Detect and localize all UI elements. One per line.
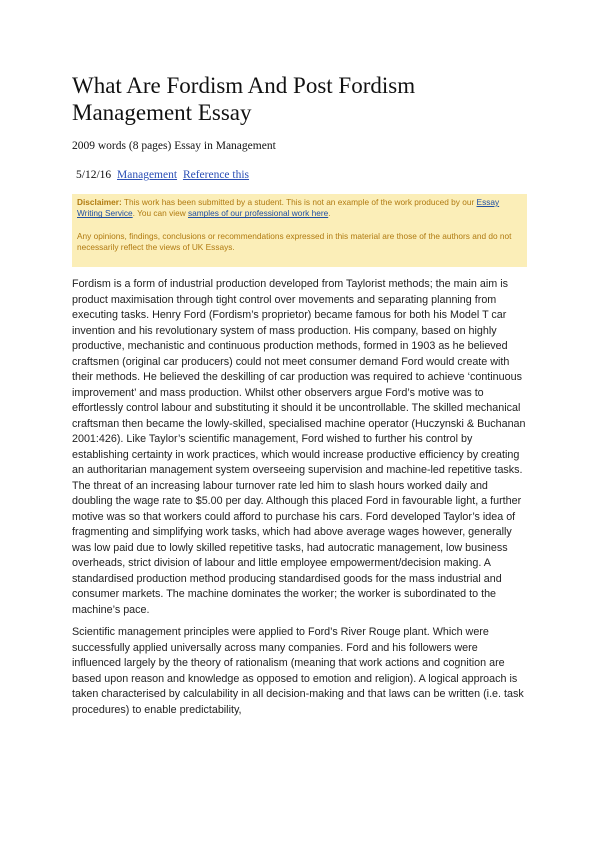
disclaimer-text-part: . You can view [132,208,188,219]
essay-body [72,277,527,725]
essay-writing-service-link[interactable]: Essay Writing Service [77,197,500,219]
disclaimer-text-part: This work has been submitted by a student. This is not an example of the work produced by our [121,197,477,207]
disclaimer-box [72,194,527,267]
meta-links [76,169,249,181]
samples-link[interactable]: samples of our professional work here [188,208,329,219]
essay-meta: 2009 words (8 pages) Essay in Management [72,140,276,152]
disclaimer-text [77,197,522,220]
page-title: What Are Fordism And Post Fordism Management Essay [72,73,416,125]
reference-link[interactable]: Reference this [182,169,250,181]
essay-paragraph-2: Scientific management principles were applied to Ford’s River Rouge plant. Which were successfully applied universally across many companies. Ford and his followers were influenced largely by the theory of rationalism (meaning that work actions and cognition are based upon reason and knowledge as opposed to emotion and religion). A logical approach is taken characterised by calculability in all decision-making and that laws can be written (i.e. task procedures) to enable predictability, [72,626,524,716]
disclaimer-text-part: . [328,208,331,219]
publish-date: 5/12/16 [76,169,112,181]
category-link[interactable]: Management [117,169,178,181]
disclaimer-label: Disclaimer: [77,197,122,207]
disclaimer-opinions: Any opinions, findings, conclusions or recommendations expressed in this material are those of the authors and do not necessarily reflect the views of UK Essays. [77,230,512,253]
essay-paragraph-1: Fordism is a form of industrial production developed from Taylorist methods; the main aim is product maximisation through tight control over movements and separating planning from executing tasks. Henry Ford (Fordism’s proprietor) became famous for both his Model T car invention and his revolutionary system of mass production. His company, based on highly productive, mechanistic and continuous production methods, formed in 1903 as he believed craftsmen (original car producers) could not meet consumer demand Ford would create with their methods. He believed the deskilling of car production was required to achieve ‘continuous improvement’ and mass production. Whilst other observers argue Ford’s motive was to effortlessly control labour and substituting it should it be uncontrollable. The skilled mechanical craftsman then became the lowly-skilled, specialised machine operator (Huczynski & Buchanan 2001:426). Like Taylor’s scientific management, Ford wished to further his control by establishing certainty in work practices, which would increase productive efficiency by creating an authoritarian management system overseeing supervision and machine-led repetitive tasks. The threat of an increasing labour turnover rate led him to slash hours worked daily and doubling the wage rate to $5.00 per day. Although this placed Ford in favourable light, a further motive was so that workers could afford to purchase his cars. Ford developed Taylor’s idea of fragmenting and simplifying work tasks, which had above average wages however, generally was low paid due to lowly skilled repetitive tasks, had autocratic management, low business overheads, strict division of labour and little employee empowerment/decision making. A standardised production method producing standardised goods for the mass industrial and consumer markets. The machine dominates the worker; the worker is subordinated to the machine’s pace. [72,278,526,616]
